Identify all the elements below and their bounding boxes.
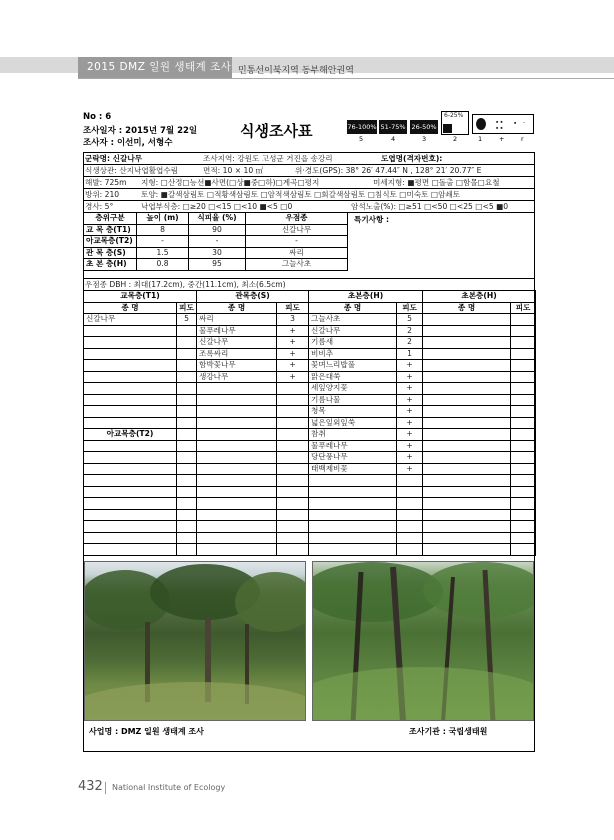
species-row: 함박꽃나무 + 꽃며느리밥풀 + xyxy=(84,360,536,372)
survey-no: No : 6 xyxy=(83,112,112,122)
species-row: 신갈나무 + 기름새 2 xyxy=(84,337,536,349)
layer-col-dominant: 우점종 xyxy=(246,213,348,225)
info-row-community: 군락명: 신갈나무 조사지역: 강원도 고성군 거진읍 송강리 도엽명(격자번호): xyxy=(83,152,535,164)
species-row: 물푸레나무 + 신갈나무 2 xyxy=(84,325,536,337)
page-divider xyxy=(105,782,106,794)
species-row: 물푸레나무 + xyxy=(84,440,536,452)
footer-agency: 조사기관 : 국립생태원 xyxy=(409,727,488,736)
surveyor: 조사자 : 이선미, 서형수 xyxy=(83,138,173,148)
species-row: 생강나무 + 맑은대쑥 + xyxy=(84,371,536,383)
species-row: 세잎양지꽃 + xyxy=(84,383,536,395)
species-row: 청목 + xyxy=(84,406,536,418)
layer-col-height: 높이 (m) xyxy=(137,213,189,225)
species-row xyxy=(84,532,536,544)
section-subtitle: 민통선이북지역 동부해안권역 xyxy=(238,66,354,76)
forest-photo-illustration-2 xyxy=(313,562,534,721)
cover-num-2: 2 xyxy=(453,135,458,143)
cover-block-2: 6-25% xyxy=(441,111,469,135)
dbh-row: 우점종 DBH : 최대(17.2cm), 중간(11.1cm), 최소(6.5cm) xyxy=(83,278,535,290)
species-row: 조록싸리 + 비비추 1 xyxy=(84,348,536,360)
sheet-title: 식생조사표 xyxy=(240,122,313,140)
layer-row: 초 본 층(H) 0.8 95 그늘사초 xyxy=(84,259,348,271)
species-row xyxy=(84,486,536,498)
site-photo-1 xyxy=(84,561,306,721)
layer-col-cover: 식피율 (%) xyxy=(189,213,246,225)
cover-pattern-icons: ∙∙ ∙∙ ∙ · xyxy=(472,114,534,134)
cover-num-1: 1 xyxy=(478,135,483,143)
info-row-altitude: 해발: 725m 지형: □산정□능선■사면(□상■중□하)□계곡□평지 미세지형: ■평면 □돌출 □함몰□요철 xyxy=(83,176,535,188)
cover-block-4: 51-75% xyxy=(379,120,407,134)
cover-num-4: 4 xyxy=(391,135,396,143)
cover-block-5: 76-100% xyxy=(347,120,377,134)
remarks-label: 특기사항 : xyxy=(354,215,390,224)
species-row xyxy=(84,498,536,510)
herb-layer-title: 초본층(H) xyxy=(309,291,423,303)
species-row xyxy=(84,509,536,521)
species-row: 기름나물 + xyxy=(84,394,536,406)
cover-num-plus: + xyxy=(499,135,505,143)
tree-layer-title: 교목층(T1) xyxy=(84,291,197,303)
species-row: 신갈나무 5 싸리 3 그늘사초 5 xyxy=(84,314,536,326)
site-photo-2 xyxy=(312,561,534,721)
info-row-physiognomy: 식생상관: 산지낙엽활엽수림 면적: 10 × 10 ㎡ 위·경도(GPS): 38° 26′ 47.44″ N , 128° 21′ 20.77″ E xyxy=(83,164,535,176)
info-row-aspect: 방위: 210 토양: ■갈색삼림토 □적황색삼림토 □암적색삼림토 □회갈색삼림토 □침식토 □미숙토 □암쇄토 xyxy=(83,188,535,200)
header-rule xyxy=(78,78,614,79)
cover-block-3: 26-50% xyxy=(410,120,438,134)
species-row xyxy=(84,544,536,556)
layer-col-name: 층위구분 xyxy=(84,213,137,225)
remarks-box xyxy=(347,212,535,270)
section-tag: 2015 DMZ 일원 생태계 조사 xyxy=(78,57,232,78)
page-number: 432 xyxy=(78,779,103,794)
column-header-row: 종 명 피도 종 명 피도 종 명 피도 종 명 피도 xyxy=(84,302,536,314)
forest-photo-illustration-1 xyxy=(85,562,306,721)
layer-title-row xyxy=(84,291,536,303)
species-row: 태백제비꽃 + xyxy=(84,463,536,475)
survey-date: 조사일자 : 2015년 7월 22일 xyxy=(83,126,198,136)
species-row: 아교목층(T2) 참취 + xyxy=(84,429,536,441)
layer-row: 교 목 층(T1) 8 90 신갈나무 xyxy=(84,224,348,236)
coverage-scale xyxy=(347,112,535,142)
species-row xyxy=(84,521,536,533)
layer-table xyxy=(83,212,348,271)
footer-project: 사업명 : DMZ 일원 생태계 조사 xyxy=(89,727,204,736)
shrub-layer-title: 관목층(S) xyxy=(197,291,309,303)
page-organization: National Institute of Ecology xyxy=(112,783,226,792)
species-row: 당단풍나무 + xyxy=(84,452,536,464)
species-row: 넓은잎외잎쑥 + xyxy=(84,417,536,429)
cover-num-5: 5 xyxy=(359,135,364,143)
info-row-slope: 경사: 5° 낙엽부식층: □≥20 □<15 □<10 ■<5 □0 암석노출(%): □≥51 □<50 □<25 □<5 ■0 xyxy=(83,200,535,212)
cover-num-3: 3 xyxy=(422,135,427,143)
layer-row: 아교목층(T2) - - - xyxy=(84,236,348,248)
layer-row: 관 목 층(S) 1.5 30 싸리 xyxy=(84,247,348,259)
layer-header-row xyxy=(84,213,348,225)
herb-layer-title-2: 초본층(H) xyxy=(423,291,536,303)
species-table xyxy=(83,290,536,556)
species-row xyxy=(84,475,536,487)
cover-num-r: r xyxy=(521,135,524,143)
